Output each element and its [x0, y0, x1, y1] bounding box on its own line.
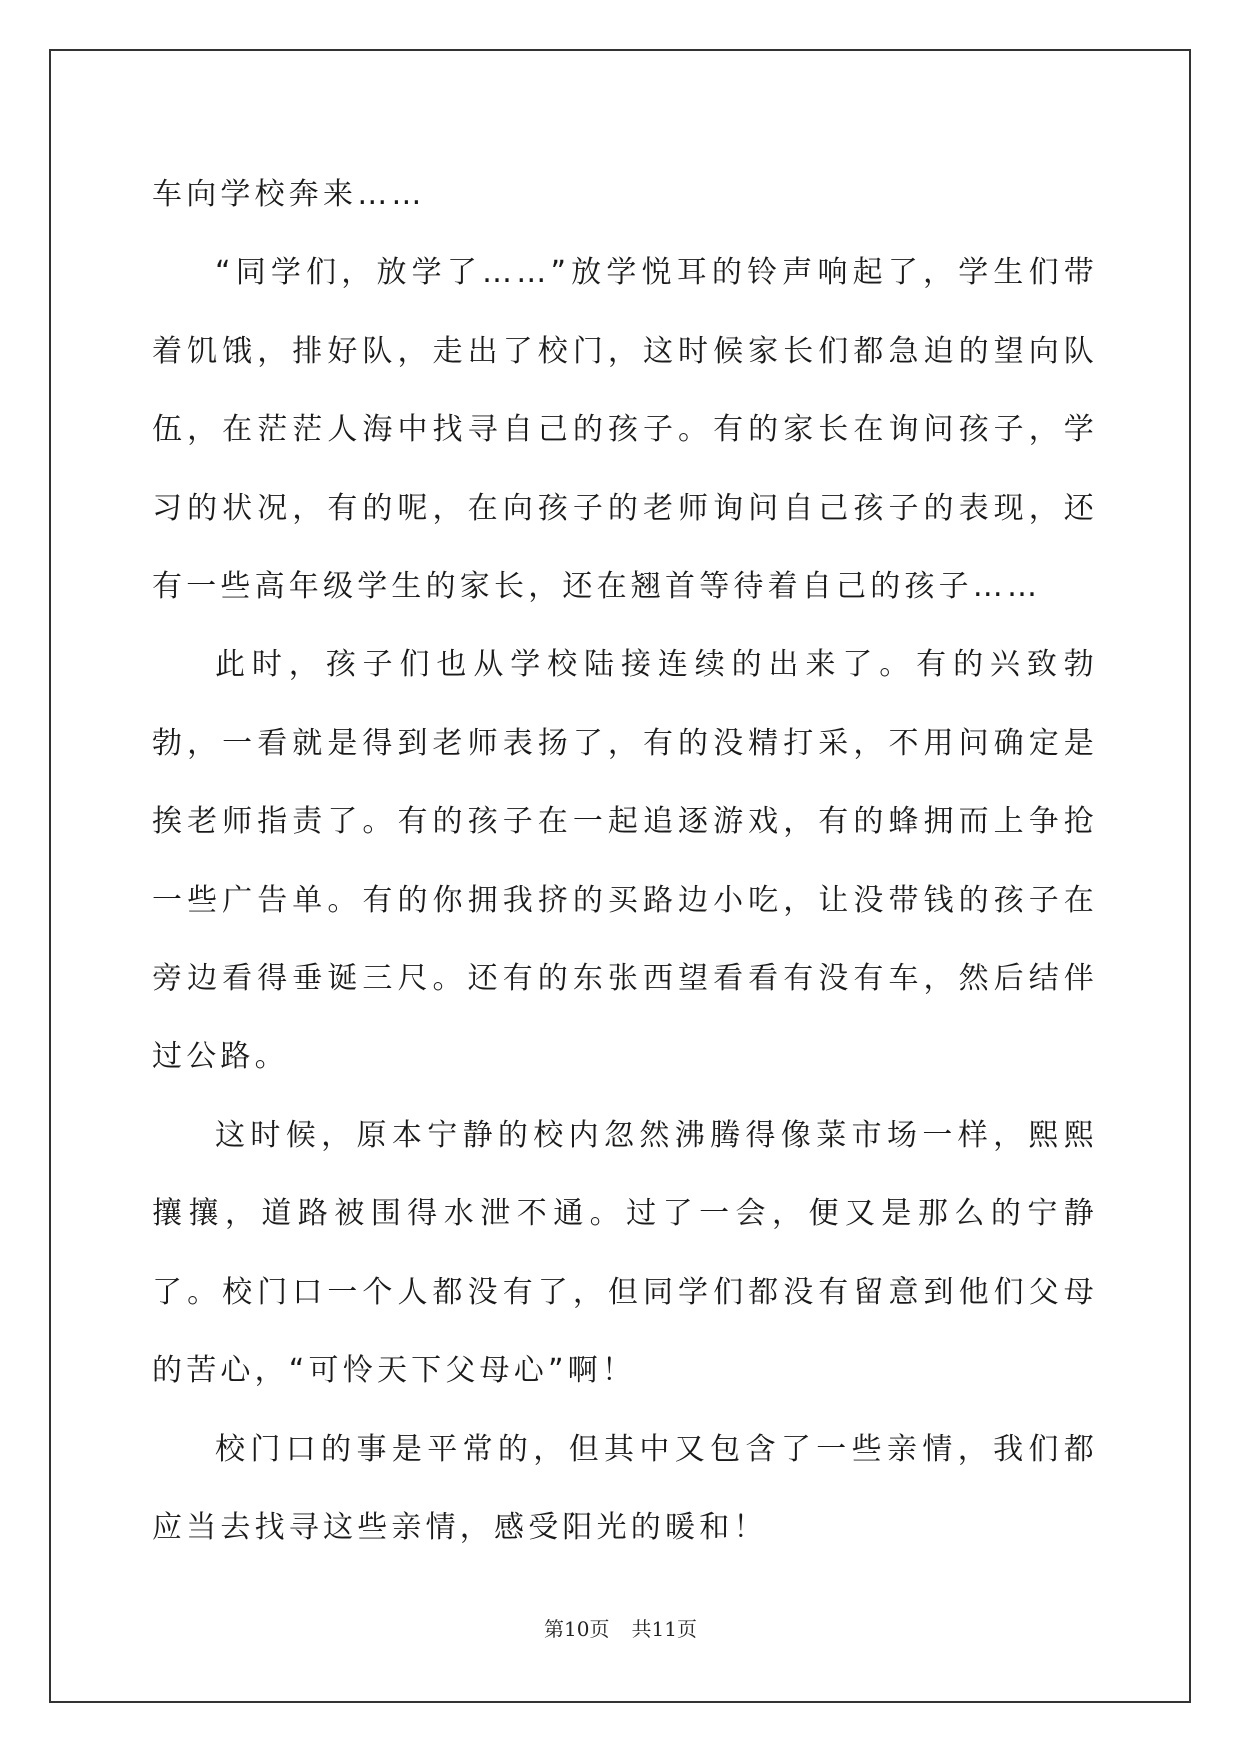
paragraph-4: 这时候，原本宁静的校内忽然沸腾得像菜市场一样，熙熙攘攘，道路被围得水泄不通。过了一会，便又是那么的宁静了。校门口一个人都没有了，但同学们都没有留意到他们父母的苦心，“可怜天下父母心”啊！: [152, 1117, 1098, 1389]
document-body: [152, 156, 1098, 1567]
paragraph-3: 此时，孩子们也从学校陆接连续的出来了。有的兴致勃勃，一看就是得到老师表扬了，有的没精打采，不用问确定是挨老师指责了。有的孩子在一起追逐游戏，有的蜂拥而上争抢一些广告单。有的你拥我挤的买路边小吃，让没带钱的孩子在旁边看得垂诞三尺。还有的东张西望看看有没有车，然后结伴过公路。: [152, 647, 1098, 1075]
page-footer: [0, 1616, 1241, 1642]
page-total: 共11页: [631, 1617, 697, 1641]
paragraph-1: 车向学校奔来……: [152, 177, 426, 212]
paragraph-5: 校门口的事是平常的，但其中又包含了一些亲情，我们都应当去找寻这些亲情，感受阳光的暖和！: [152, 1431, 1098, 1545]
paragraph-2: “同学们，放学了……”放学悦耳的铃声响起了，学生们带着饥饿，排好队，走出了校门，这时候家长们都急迫的望向队伍，在茫茫人海中找寻自己的孩子。有的家长在询问孩子，学习的状况，有的呢，在向孩子的老师询问自己孩子的表现，还有一些高年级学生的家长，还在翘首等待着自己的孩子……: [152, 255, 1098, 605]
page-number: 第10页: [544, 1617, 610, 1641]
